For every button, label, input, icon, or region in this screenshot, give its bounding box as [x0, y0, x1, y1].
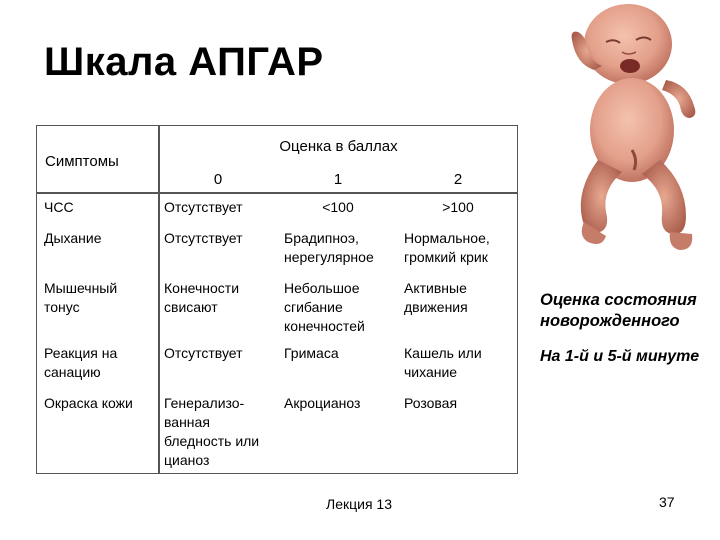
row-tone-s1: Небольшое сгибание конечностей: [284, 280, 365, 334]
row-symptom-skin: Окраска кожи: [44, 395, 133, 411]
row-reaction-s0: Отсутствует: [164, 345, 243, 361]
page-number: 37: [659, 494, 675, 510]
note-main: Оценка состояния новорожденного: [540, 291, 697, 330]
row-symptom-tone: Мышечный тонус: [44, 280, 118, 315]
row-skin-s2: Розовая: [404, 395, 458, 411]
slide-title: Шкала АПГАР: [44, 40, 324, 84]
score-col-1: 1: [333, 171, 343, 188]
row-reaction-s2: Кашель или чихание: [404, 345, 482, 380]
row-hr-s2: >100: [442, 199, 474, 215]
apgar-table: [36, 125, 518, 474]
row-skin-s1: Акроцианоз: [284, 395, 361, 411]
footer-lecture: Лекция 13: [326, 496, 392, 512]
symptoms-header: Симптомы: [45, 153, 119, 170]
score-col-2: 2: [453, 171, 463, 188]
row-breath-s2: Нормальное, громкий крик: [404, 230, 490, 265]
row-reaction-s1: Гримаса: [284, 345, 339, 361]
row-breath-s1: Брадипноэ, нерегулярное: [284, 230, 374, 265]
row-symptom-breath: Дыхание: [44, 230, 102, 246]
row-symptom-reaction: Реакция на санацию: [44, 345, 118, 380]
row-symptom-hr: ЧСС: [44, 199, 74, 215]
row-hr-s1: <100: [322, 199, 354, 215]
newborn-baby-illustration: [548, 0, 714, 258]
row-breath-s0: Отсутствует: [164, 230, 243, 246]
row-skin-s0: Генерализо-ванная бледность или цианоз: [164, 395, 260, 468]
row-hr-s0: Отсутствует: [164, 199, 243, 215]
note-sub: На 1-й и 5-й минуте: [540, 348, 700, 365]
score-header: Оценка в баллах: [279, 138, 398, 155]
score-col-0: 0: [213, 171, 223, 188]
row-tone-s0: Конечности свисают: [164, 280, 240, 315]
row-tone-s2: Активные движения: [404, 280, 468, 315]
assessment-note: [540, 290, 715, 367]
